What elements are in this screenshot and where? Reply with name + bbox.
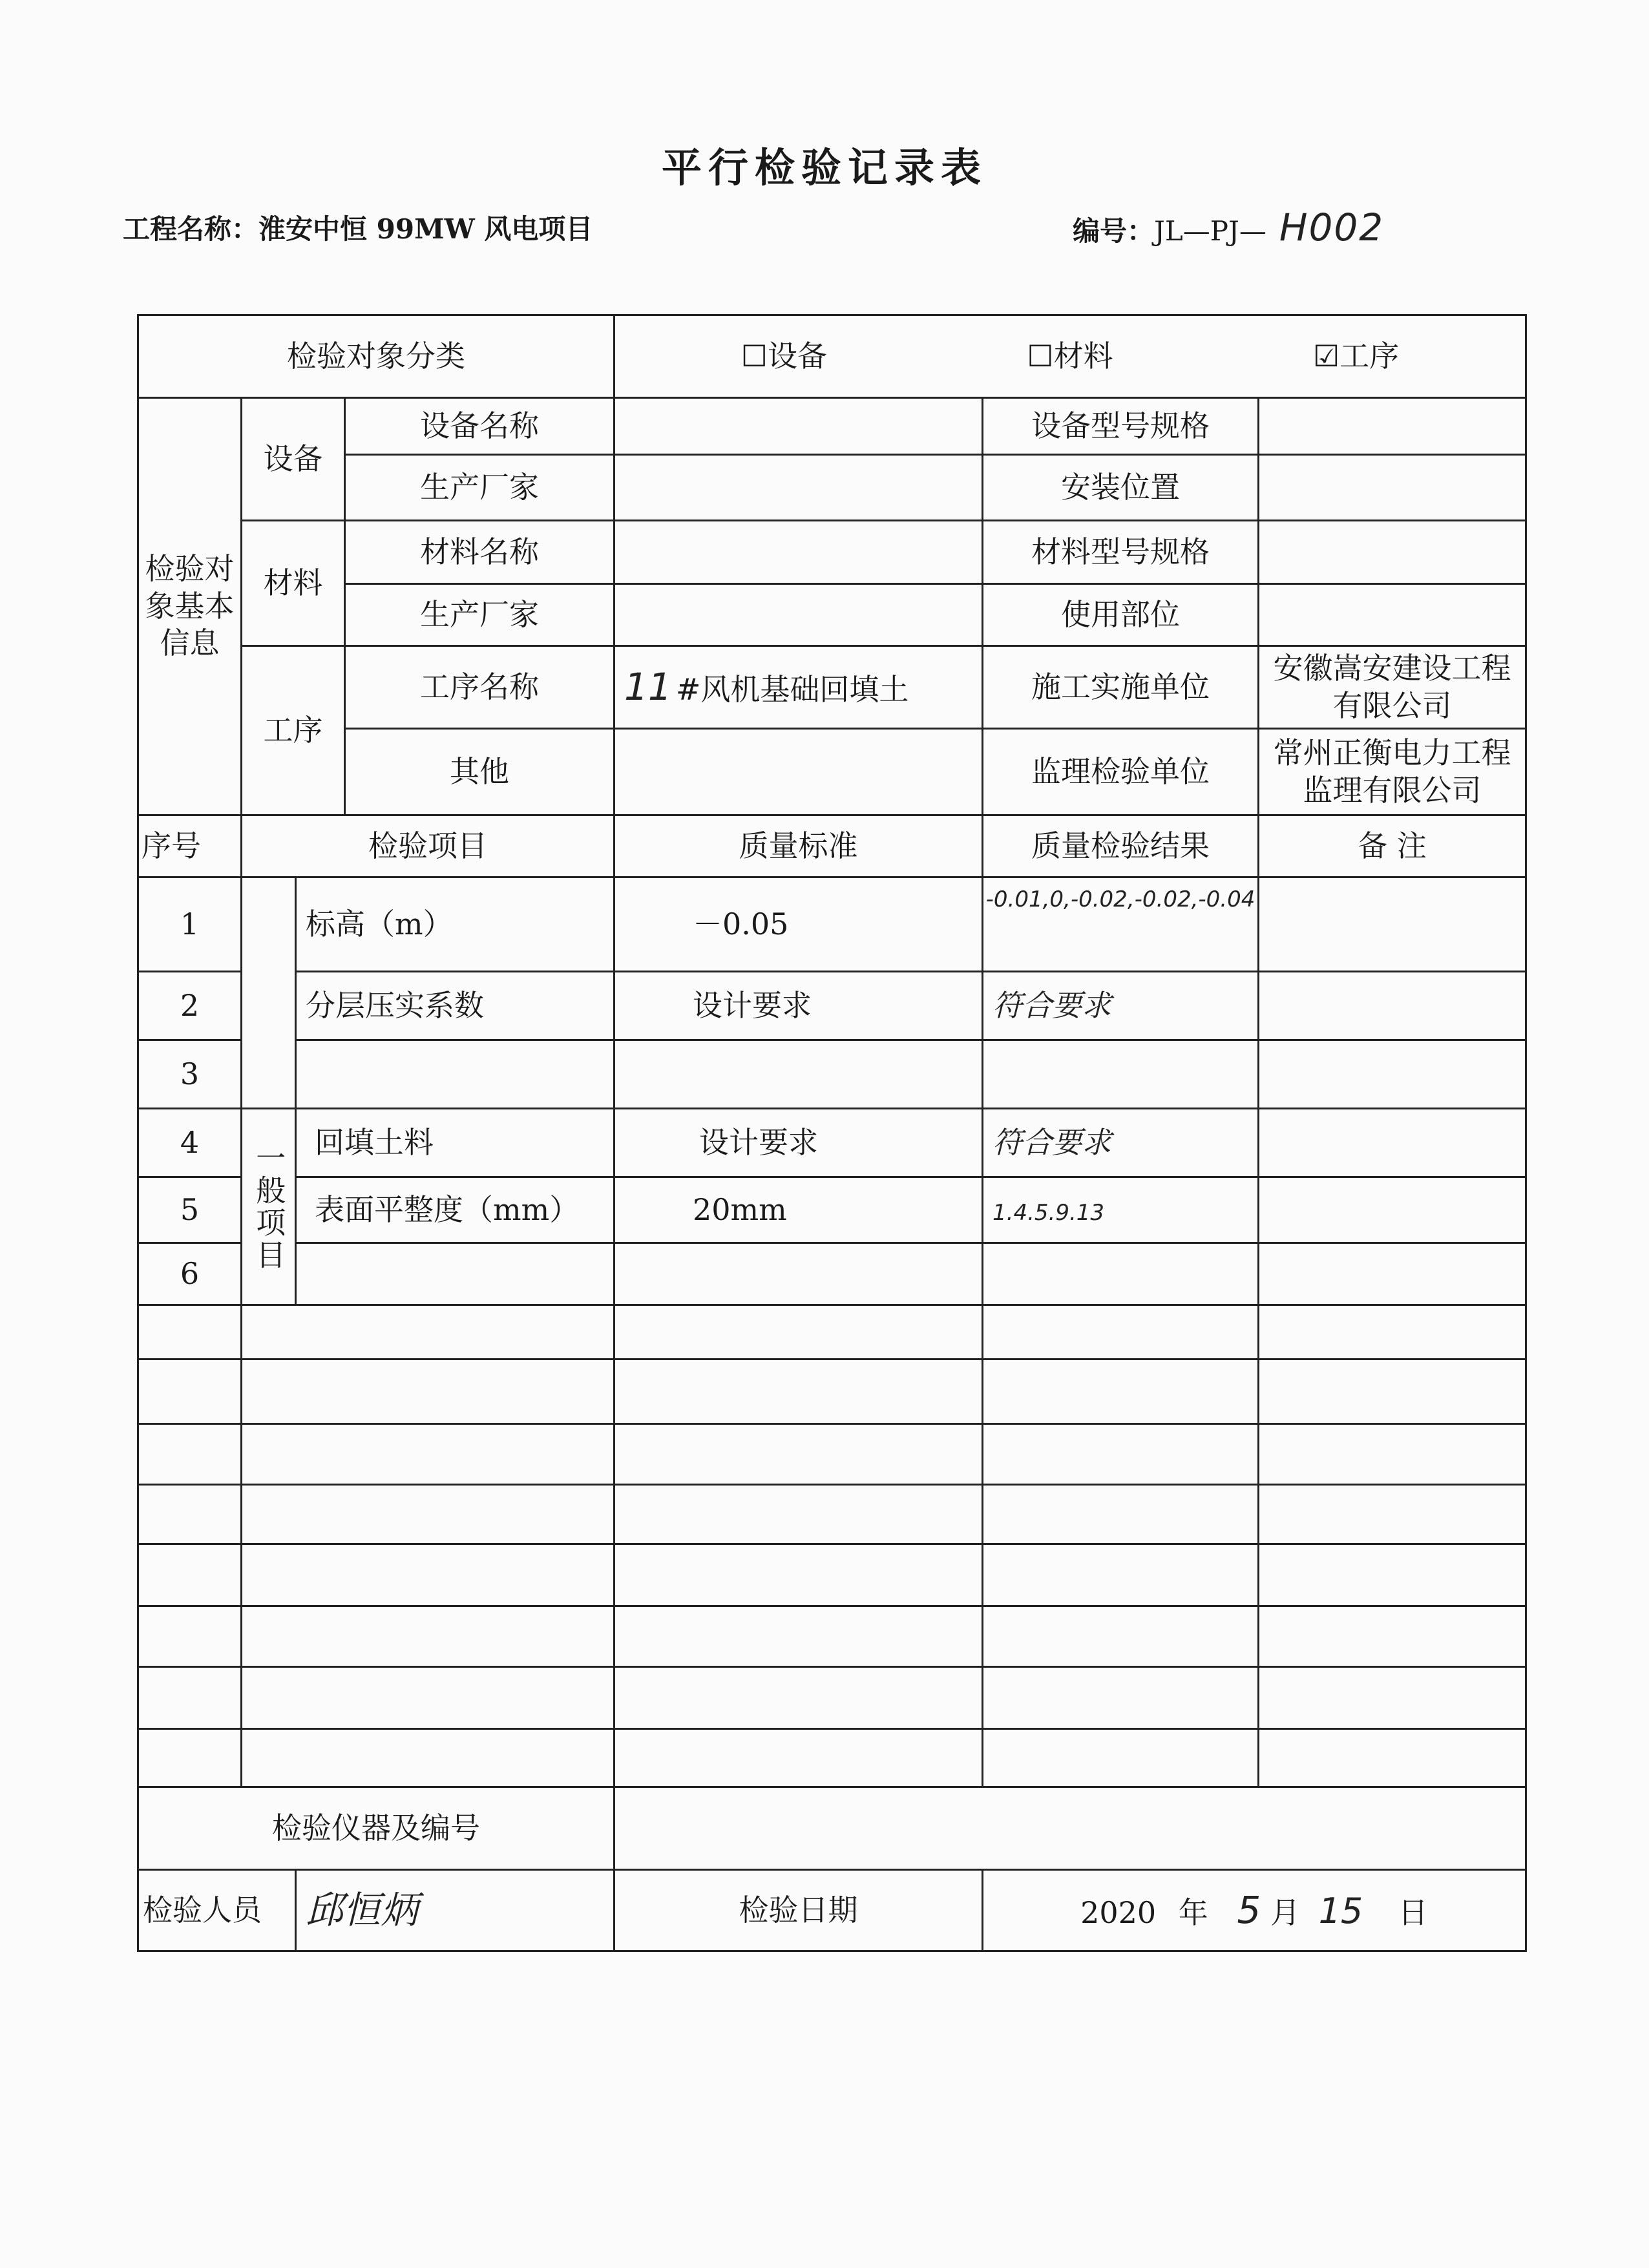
process-row-1 [138, 646, 1526, 729]
equipment-model-value [1259, 398, 1526, 455]
checkbox-checked-icon: ☑ [1313, 338, 1340, 373]
item-remark [1259, 1109, 1526, 1177]
header-result: 质量检验结果 [983, 815, 1259, 877]
date-day-unit: 日 [1398, 1895, 1428, 1931]
item-seq: 6 [138, 1243, 242, 1305]
item-result: 1.4.5.9.13 [983, 1177, 1259, 1243]
equipment-maker-label: 生产厂家 [345, 455, 614, 521]
equipment-location-label: 安装位置 [983, 455, 1259, 521]
category-label: 检验对象分类 [138, 315, 614, 398]
item-row [138, 877, 1526, 972]
material-maker-value [614, 584, 983, 646]
header-remark: 备 注 [1259, 815, 1526, 877]
blank-row [138, 1544, 1526, 1606]
project-label: 工程名称： [123, 213, 259, 245]
material-maker-label: 生产厂家 [345, 584, 614, 646]
items-header-row [138, 815, 1526, 877]
process-other-value [614, 729, 983, 815]
material-name-value [614, 521, 983, 584]
category-row [138, 315, 1526, 398]
equipment-name-value [614, 398, 983, 455]
item-name [296, 1243, 614, 1305]
item-row [138, 1040, 1526, 1109]
blank-row [138, 1729, 1526, 1787]
item-seq: 2 [138, 972, 242, 1040]
process-contractor-value: 安徽嵩安建设工程有限公司 [1259, 646, 1526, 729]
material-row-1 [138, 521, 1526, 584]
process-name-value: 11 #风机基础回填土 [614, 646, 983, 729]
header-standard: 质量标准 [614, 815, 983, 877]
blank-row [138, 1485, 1526, 1544]
material-name-label: 材料名称 [345, 521, 614, 584]
material-label: 材料 [242, 521, 345, 646]
equipment-maker-value [614, 455, 983, 521]
page-title: 平行检验记录表 [661, 144, 987, 191]
date-month-unit: 月 [1270, 1895, 1300, 1931]
item-result: 符合要求 [983, 1109, 1259, 1177]
item-seq: 4 [138, 1109, 242, 1177]
item-standard: －0.05 [614, 877, 983, 972]
process-supervisor-label: 监理检验单位 [983, 729, 1259, 815]
equipment-row-1 [138, 398, 1526, 455]
date-day: 15 [1318, 1891, 1363, 1932]
item-standard [614, 1040, 983, 1109]
inspector-signature: 邱恒炳 [306, 1888, 419, 1933]
item-standard: 设计要求 [614, 972, 983, 1040]
process-contractor-label: 施工实施单位 [983, 646, 1259, 729]
blank-row [138, 1606, 1526, 1667]
item-result [983, 1243, 1259, 1305]
item-result [983, 1040, 1259, 1109]
item-name: 分层压实系数 [296, 972, 614, 1040]
process-row-2 [138, 729, 1526, 815]
item-remark [1259, 1177, 1526, 1243]
date-value [983, 1870, 1526, 1951]
equipment-model-label: 设备型号规格 [983, 398, 1259, 455]
equipment-name-label: 设备名称 [345, 398, 614, 455]
inspector-value [296, 1870, 614, 1951]
material-model-value [1259, 521, 1526, 584]
process-name-hand: 11 [624, 665, 672, 709]
date-month: 5 [1237, 1888, 1261, 1933]
checkbox-icon: ☐ [740, 338, 768, 373]
item-group-blank [242, 1040, 296, 1109]
item-result: 符合要求 [983, 972, 1259, 1040]
item-result: -0.01,0,-0.02,-0.02,-0.04 [983, 877, 1259, 972]
item-seq: 3 [138, 1040, 242, 1109]
instrument-value [614, 1787, 1526, 1870]
checkbox-icon: ☐ [1027, 338, 1054, 373]
header-item: 检验项目 [242, 815, 614, 877]
item-seq: 5 [138, 1177, 242, 1243]
inspection-table [137, 314, 1527, 1952]
inspector-label: 检验人员 [138, 1870, 296, 1951]
blank-row [138, 1424, 1526, 1485]
equipment-row-2 [138, 455, 1526, 521]
item-standard: 20mm [614, 1177, 983, 1243]
item-standard: 设计要求 [614, 1109, 983, 1177]
option-equipment[interactable]: ☐设备 [741, 338, 827, 375]
material-row-2 [138, 584, 1526, 646]
date-year-unit: 年 [1178, 1895, 1208, 1931]
date-label: 检验日期 [614, 1870, 983, 1951]
item-remark [1259, 877, 1526, 972]
item-remark [1259, 1040, 1526, 1109]
item-row [138, 1109, 1526, 1177]
code-prefix: JL—PJ— [1154, 215, 1266, 247]
equipment-location-value [1259, 455, 1526, 521]
equipment-label: 设备 [242, 398, 345, 521]
header-seq: 序号 [138, 815, 242, 877]
material-usage-value [1259, 584, 1526, 646]
item-group-blank [242, 972, 296, 1040]
option-process[interactable]: ☑工序 [1313, 338, 1399, 375]
process-label: 工序 [242, 646, 345, 815]
item-name: 标高（m） [296, 877, 614, 972]
item-row [138, 1243, 1526, 1305]
item-remark [1259, 1243, 1526, 1305]
date-year: 2020 [1080, 1895, 1157, 1931]
item-standard [614, 1243, 983, 1305]
inspector-row [138, 1870, 1526, 1951]
instrument-row [138, 1787, 1526, 1870]
item-group-blank [242, 877, 296, 972]
code-handwritten: H002 [1279, 205, 1385, 249]
code-line [1073, 205, 1384, 249]
item-row [138, 1177, 1526, 1243]
material-usage-label: 使用部位 [983, 584, 1259, 646]
item-remark [1259, 972, 1526, 1040]
item-row [138, 972, 1526, 1040]
process-other-label: 其他 [345, 729, 614, 815]
blank-row [138, 1667, 1526, 1729]
category-options [614, 315, 1526, 398]
code-label: 编号： [1073, 215, 1155, 247]
item-name [296, 1040, 614, 1109]
material-model-label: 材料型号规格 [983, 521, 1259, 584]
blank-row [138, 1360, 1526, 1424]
process-supervisor-value: 常州正衡电力工程监理有限公司 [1259, 729, 1526, 815]
item-name: 表面平整度（mm） [296, 1177, 614, 1243]
item-seq: 1 [138, 877, 242, 972]
item-name: 回填土料 [296, 1109, 614, 1177]
project-line [123, 208, 593, 247]
process-name-label: 工序名称 [345, 646, 614, 729]
project-name: 淮安中恒 99MW 风电项目 [258, 213, 593, 245]
blank-row [138, 1305, 1526, 1360]
general-items-label: 一般项目 [242, 1109, 296, 1305]
info-group-label: 检验对象基本信息 [138, 398, 242, 815]
option-material[interactable]: ☐材料 [1027, 338, 1113, 375]
instrument-label: 检验仪器及编号 [138, 1787, 614, 1870]
